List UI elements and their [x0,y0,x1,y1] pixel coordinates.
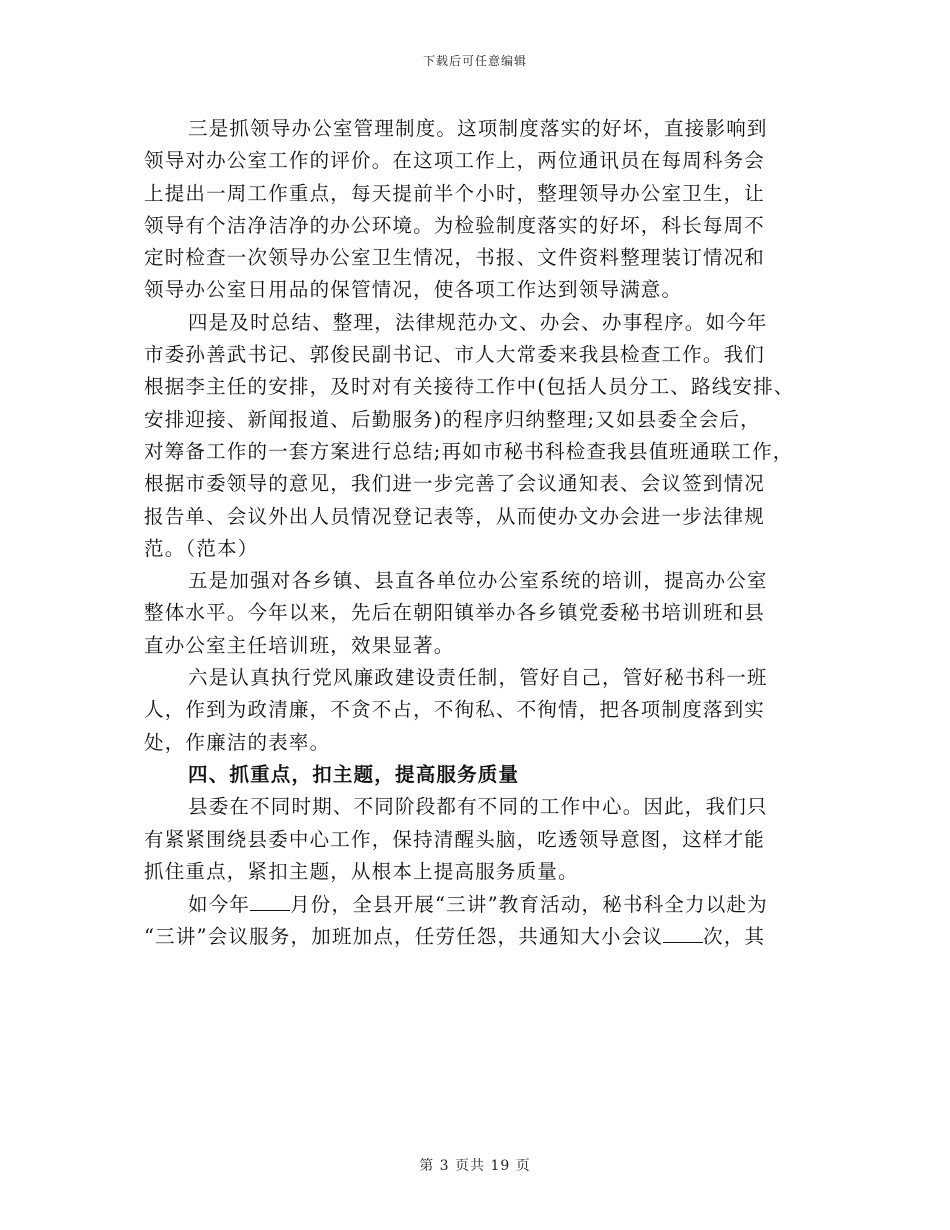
paragraph-line: 对筹备工作的一套方案进行总结;再如市秘书科检查我县值班通联工作， [144,439,794,463]
paragraph-line: 根据市委领导的意见，我们进一步完善了会议通知表、会议签到情况 [144,472,766,496]
paragraph-line: 抓住重点，紧扣主题，从根本上提高服务质量。 [144,859,579,883]
paragraph-line: 直办公室主任培训班，效果显著。 [144,633,455,657]
paragraph-line: 三是抓领导办公室管理制度。这项制度落实的好坏，直接影响到 [188,117,768,140]
paragraph-line: 整体水平。今年以来，先后在朝阳镇举办各乡镇党委秘书培训班和县 [144,601,766,625]
paragraph-line: 市委孙善武书记、郭俊民副书记、市人大常委来我县检查工作。我们 [144,343,766,367]
paragraph-line: 领导有个洁净洁净的办公环境。为检验制度落实的好坏，科长每周不 [144,213,766,237]
paragraph-line: 上提出一周工作重点，每天提前半个小时，整理领导办公室卫生，让 [144,181,766,205]
paragraph-line [144,920,814,952]
document-body [144,113,814,953]
paragraph-line: 县委在不同时期、不同阶段都有不同的工作中心。因此，我们只 [188,795,768,819]
page-header: 下载后可任意编辑 [422,54,527,68]
line-text: 如今年 [188,893,251,917]
paragraph-line: 有紧紧围绕县委中心工作，保持清醒头脑，吃透领导意图，这样才能 [144,827,766,851]
page-footer: 第 3 页共 19 页 [419,1158,531,1174]
line-text: 次，其 [703,925,766,949]
paragraph-line: 领导对办公室工作的评价。在这项工作上，两位通讯员在每周科务会 [144,149,766,173]
fill-in-blank [250,888,290,911]
line-text: 月份，全县开展“三讲”教育活动，秘书科全力以赴为 [290,893,768,917]
paragraph-line [144,888,814,920]
paragraph-line: 处，作廉洁的表率。 [144,730,331,754]
paragraph-line: 范。（范本） [144,536,259,560]
line-text: “三讲”会议服务，加班加点，任劳任怨，共通知大小会议 [144,925,664,949]
paragraph-line: 人，作到为政清廉，不贪不占，不徇私、不徇情，把各项制度落到实 [144,698,766,722]
paragraph-line: 领导办公室日用品的保管情况，使各项工作达到领导满意。 [144,278,683,302]
paragraph-line: 四是及时总结、整理，法律规范办文、办会、办事程序。如今年 [188,310,768,334]
paragraph-line: 安排迎接、新闻报道、后勤服务)的程序归纳整理;又如县委全会后， [144,407,761,431]
section-heading: 四、抓重点，扣主题，提高服务质量 [188,762,520,786]
paragraph-line: 根据李主任的安排，及时对有关接待工作中(包括人员分工、路线安排、 [144,375,795,399]
paragraph-line: 定时检查一次领导办公室卫生情况，书报、文件资料整理装订情况和 [144,246,766,270]
paragraph-line: 报告单、会议外出人员情况登记表等，从而使办文办会进一步法律规 [144,504,766,528]
paragraph-line: 六是认真执行党风廉政建设责任制，管好自己，管好秘书科一班 [188,666,768,690]
fill-in-blank [663,920,703,943]
paragraph-line: 五是加强对各乡镇、县直各单位办公室系统的培训，提高办公室 [188,569,768,593]
